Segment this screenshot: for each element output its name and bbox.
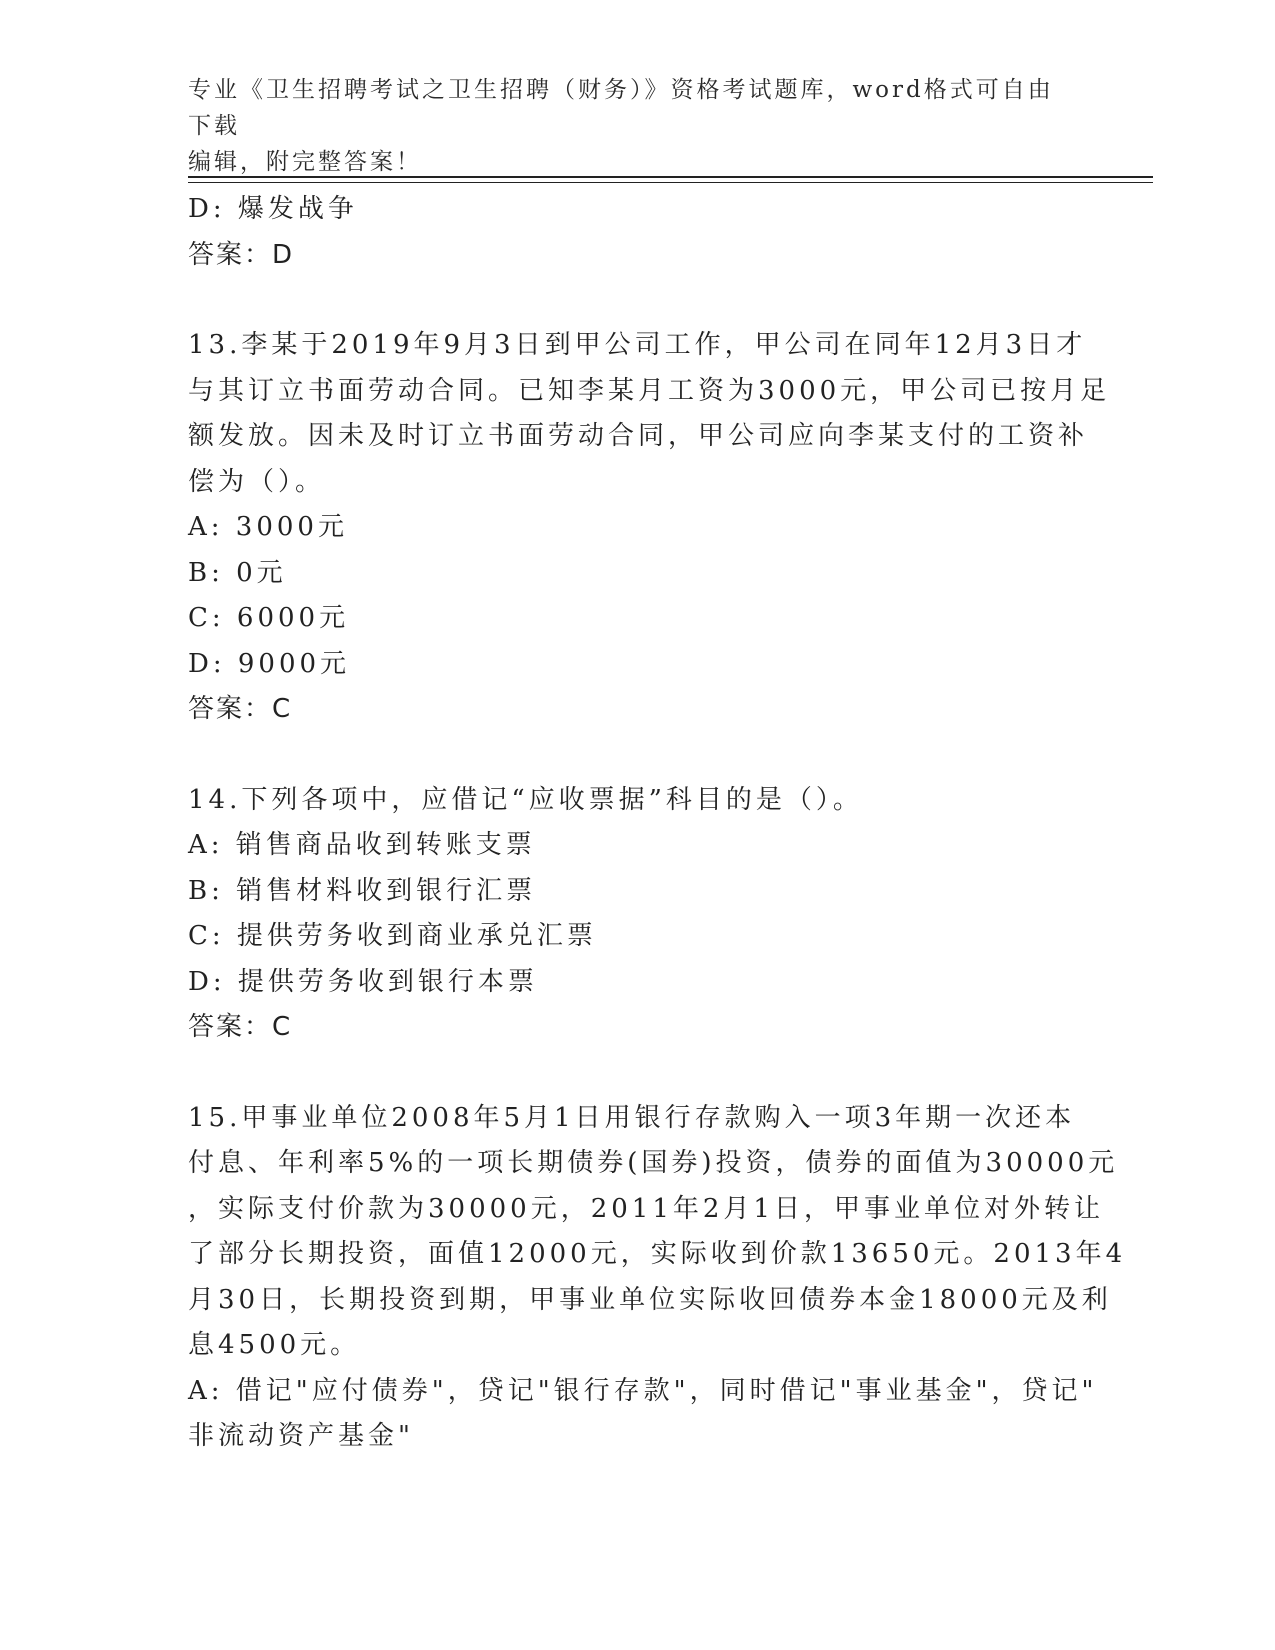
question-15 xyxy=(188,1096,1127,1460)
answer-line: 答案：D xyxy=(188,239,295,270)
document-header xyxy=(188,72,1068,180)
option-b: B: 销售材料收到银行汇票 xyxy=(188,875,537,906)
answer-line: 答案：C xyxy=(188,694,293,724)
header-line-2: 编辑，附完整答案！ xyxy=(188,149,422,175)
question-12-tail xyxy=(188,187,1088,278)
question-14 xyxy=(188,778,1088,1051)
question-13 xyxy=(188,323,1111,733)
option-d: D: 爆发战争 xyxy=(188,194,358,224)
option-c: C: 提供劳务收到商业承兑汇票 xyxy=(188,921,597,951)
spacer xyxy=(188,1051,1088,1096)
option-d: D: 提供劳务收到银行本票 xyxy=(188,966,538,997)
header-divider-thin xyxy=(188,182,1153,183)
spacer xyxy=(188,733,1088,778)
header-divider-thick xyxy=(188,176,1153,178)
option-a: A: 3000元 xyxy=(188,512,348,542)
spacer xyxy=(188,278,1088,323)
question-stem-line: 付息、年利率5%的一项长期债券(国券)投资，债券的面值为30000元 xyxy=(188,1148,1119,1178)
question-stem-line: 息4500元。 xyxy=(188,1330,361,1360)
option-d: D: 9000元 xyxy=(188,648,351,679)
question-stem-line: 14.下列各项中，应借记“应收票据”科目的是（）。 xyxy=(188,784,863,815)
question-stem-line: 偿为（）。 xyxy=(188,466,326,497)
option-a-continued: 非流动资产基金" xyxy=(188,1421,414,1451)
option-c: C: 6000元 xyxy=(188,603,350,633)
header-line-1: 专业《卫生招聘考试之卫生招聘（财务）》资格考试题库，word格式可自由下载 xyxy=(188,77,1054,139)
question-stem-line: 了部分长期投资，面值12000元，实际收到价款13650元。2013年4 xyxy=(188,1239,1127,1269)
option-a: A: 销售商品收到转账支票 xyxy=(188,830,536,860)
question-stem-line: 13.李某于2019年9月3日到甲公司工作，甲公司在同年12月3日才 xyxy=(188,330,1087,360)
option-a: A: 借记"应付债券"，贷记"银行存款"，同时借记"事业基金"，贷记" xyxy=(188,1375,1098,1406)
question-stem-line: 与其订立书面劳动合同。已知李某月工资为3000元，甲公司已按月足 xyxy=(188,375,1111,406)
answer-line: 答案：C xyxy=(188,1012,293,1042)
question-stem-line: 月30日，长期投资到期，甲事业单位实际收回债券本金18000元及利 xyxy=(188,1284,1112,1315)
document-body xyxy=(188,187,1127,1460)
question-stem-line: 额发放。因未及时订立书面劳动合同，甲公司应向李某支付的工资补 xyxy=(188,421,1089,451)
option-b: B: 0元 xyxy=(188,557,287,588)
question-stem-line: 15.甲事业单位2008年5月1日用银行存款购入一项3年期一次还本 xyxy=(188,1102,1076,1133)
question-stem-line: ，实际支付价款为30000元，2011年2月1日，甲事业单位对外转让 xyxy=(188,1193,1104,1224)
